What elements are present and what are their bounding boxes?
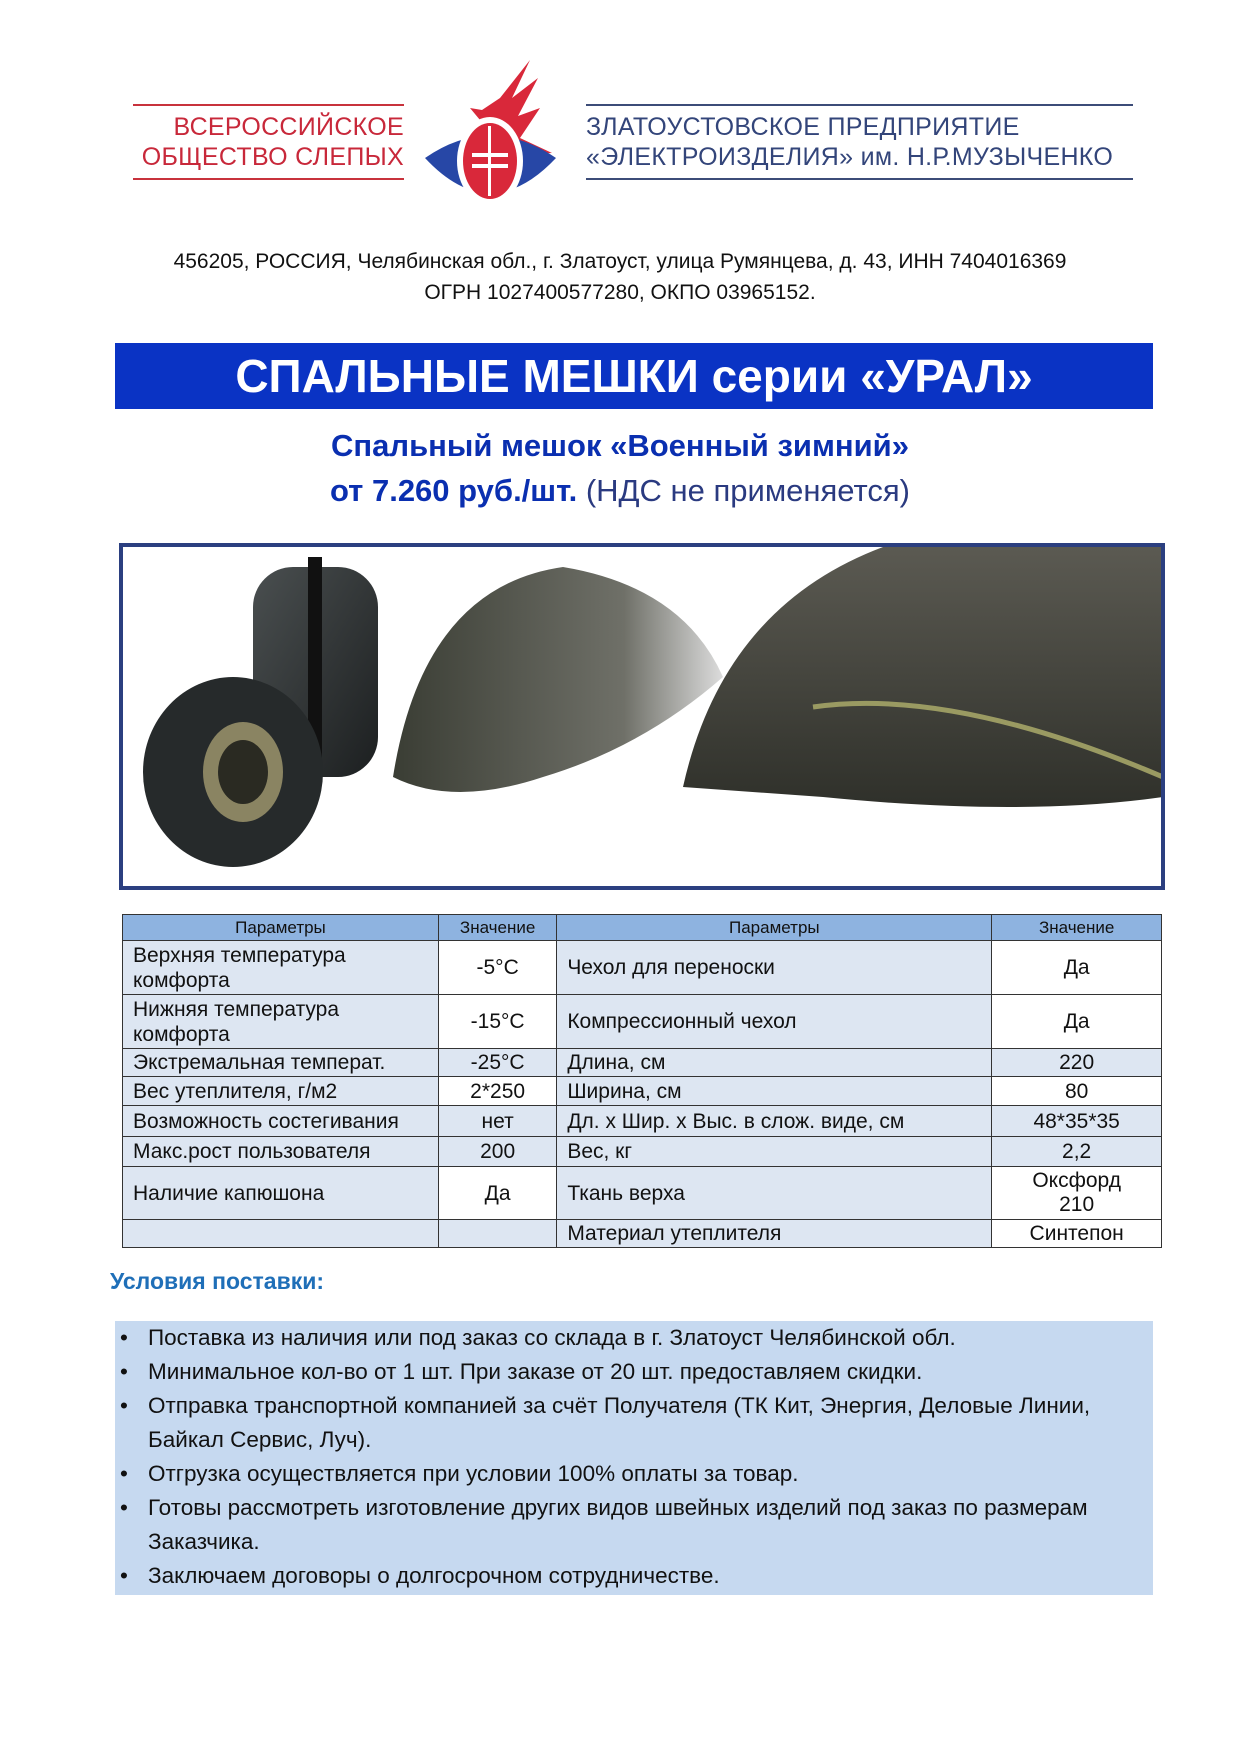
param-cell: Макс.рост пользователя bbox=[123, 1137, 439, 1167]
emblem-logo bbox=[420, 58, 565, 216]
value-cell: 48*35*35 bbox=[992, 1106, 1162, 1137]
conditions-title: Условия поставки: bbox=[110, 1268, 325, 1294]
value-cell: Да bbox=[992, 941, 1162, 995]
specs-table bbox=[122, 914, 1162, 1248]
address-line: 456205, РОССИЯ, Челябинская обл., г. Златоуст, улица Румянцева, д. 43, ИНН 7404016369 bbox=[173, 250, 1067, 273]
value-cell: Да bbox=[992, 995, 1162, 1049]
list-item: • Готовы рассмотреть изготовление других видов швейных изделий под заказ по размерам Заказчика. bbox=[115, 1491, 1153, 1559]
table-row bbox=[123, 1077, 1162, 1106]
value-cell: 80 bbox=[992, 1077, 1162, 1106]
table-row bbox=[123, 1049, 1162, 1077]
table-row bbox=[123, 1106, 1162, 1137]
value-cell: 200 bbox=[438, 1137, 556, 1167]
value-cell: 220 bbox=[992, 1049, 1162, 1077]
col-header: Значение bbox=[992, 915, 1162, 941]
vat-note: (НДС не применяется) bbox=[585, 473, 910, 508]
table-row bbox=[123, 1220, 1162, 1248]
page-title: СПАЛЬНЫЕ МЕШКИ серии «УРАЛ» bbox=[115, 343, 1153, 409]
param-cell: Длина, см bbox=[557, 1049, 992, 1077]
param-cell: Верхняя температура комфорта bbox=[123, 941, 439, 995]
list-item: • Поставка из наличия или под заказ со склада в г. Златоуст Челябинской обл. bbox=[115, 1321, 1153, 1355]
company-name: ЗЛАТОУСТОВСКОЕ ПРЕДПРИЯТИЕ «ЭЛЕКТРОИЗДЕЛИЯ» им. Н.Р.МУЗЫЧЕНКО bbox=[586, 113, 1114, 171]
conditions-list bbox=[115, 1321, 1153, 1595]
value-cell: Оксфорд 210 bbox=[992, 1167, 1162, 1220]
col-header: Параметры bbox=[123, 915, 439, 941]
param-cell: Нижняя температура комфорта bbox=[123, 995, 439, 1049]
product-photo bbox=[119, 543, 1165, 890]
param-cell: Компрессионный чехол bbox=[557, 995, 992, 1049]
param-cell: Чехол для переноски bbox=[557, 941, 992, 995]
param-cell: Ткань верха bbox=[557, 1167, 992, 1220]
list-item: • Минимальное кол-во от 1 шт. При заказе от 20 шт. предоставляем скидки. bbox=[115, 1355, 1153, 1389]
col-header: Параметры bbox=[557, 915, 992, 941]
list-item: • Заключаем договоры о долгосрочном сотрудничестве. bbox=[115, 1559, 1153, 1593]
value-cell: -5°C bbox=[438, 941, 556, 995]
param-cell: Ширина, см bbox=[557, 1077, 992, 1106]
param-cell: Вес утеплителя, г/м2 bbox=[123, 1077, 439, 1106]
param-cell: Экстремальная температ. bbox=[123, 1049, 439, 1077]
table-header bbox=[123, 915, 1162, 941]
table-row bbox=[123, 1137, 1162, 1167]
param-cell bbox=[123, 1220, 439, 1248]
param-cell: Наличие капюшона bbox=[123, 1167, 439, 1220]
value-cell bbox=[438, 1220, 556, 1248]
list-item: • Отгрузка осуществляется при условии 100% оплаты за товар. bbox=[115, 1457, 1153, 1491]
table-row bbox=[123, 995, 1162, 1049]
product-name: Спальный мешок «Военный зимний» bbox=[331, 428, 909, 463]
param-cell: Материал утеплителя bbox=[557, 1220, 992, 1248]
param-cell: Возможность состегивания bbox=[123, 1106, 439, 1137]
list-item: • Отправка транспортной компанией за счёт Получателя (ТК Кит, Энергия, Деловые Линии, Байкал Сервис, Луч). bbox=[115, 1389, 1153, 1457]
param-cell: Дл. х Шир. х Выс. в слож. виде, см bbox=[557, 1106, 992, 1137]
param-cell: Вес, кг bbox=[557, 1137, 992, 1167]
value-cell: 2,2 bbox=[992, 1137, 1162, 1167]
registration-line: ОГРН 1027400577280, ОКПО 03965152. bbox=[424, 281, 816, 304]
vos-name: ВСЕРОССИЙСКОЕ ОБЩЕСТВО СЛЕПЫХ bbox=[141, 113, 404, 171]
col-header: Значение bbox=[438, 915, 556, 941]
product-price: от 7.260 руб./шт. bbox=[330, 473, 578, 508]
value-cell: -25°C bbox=[438, 1049, 556, 1077]
table-row bbox=[123, 1167, 1162, 1220]
value-cell: Синтепон bbox=[992, 1220, 1162, 1248]
value-cell: Да bbox=[438, 1167, 556, 1220]
table-row bbox=[123, 941, 1162, 995]
value-cell: 2*250 bbox=[438, 1077, 556, 1106]
value-cell: нет bbox=[438, 1106, 556, 1137]
value-cell: -15°C bbox=[438, 995, 556, 1049]
product-price-line bbox=[0, 473, 1240, 509]
